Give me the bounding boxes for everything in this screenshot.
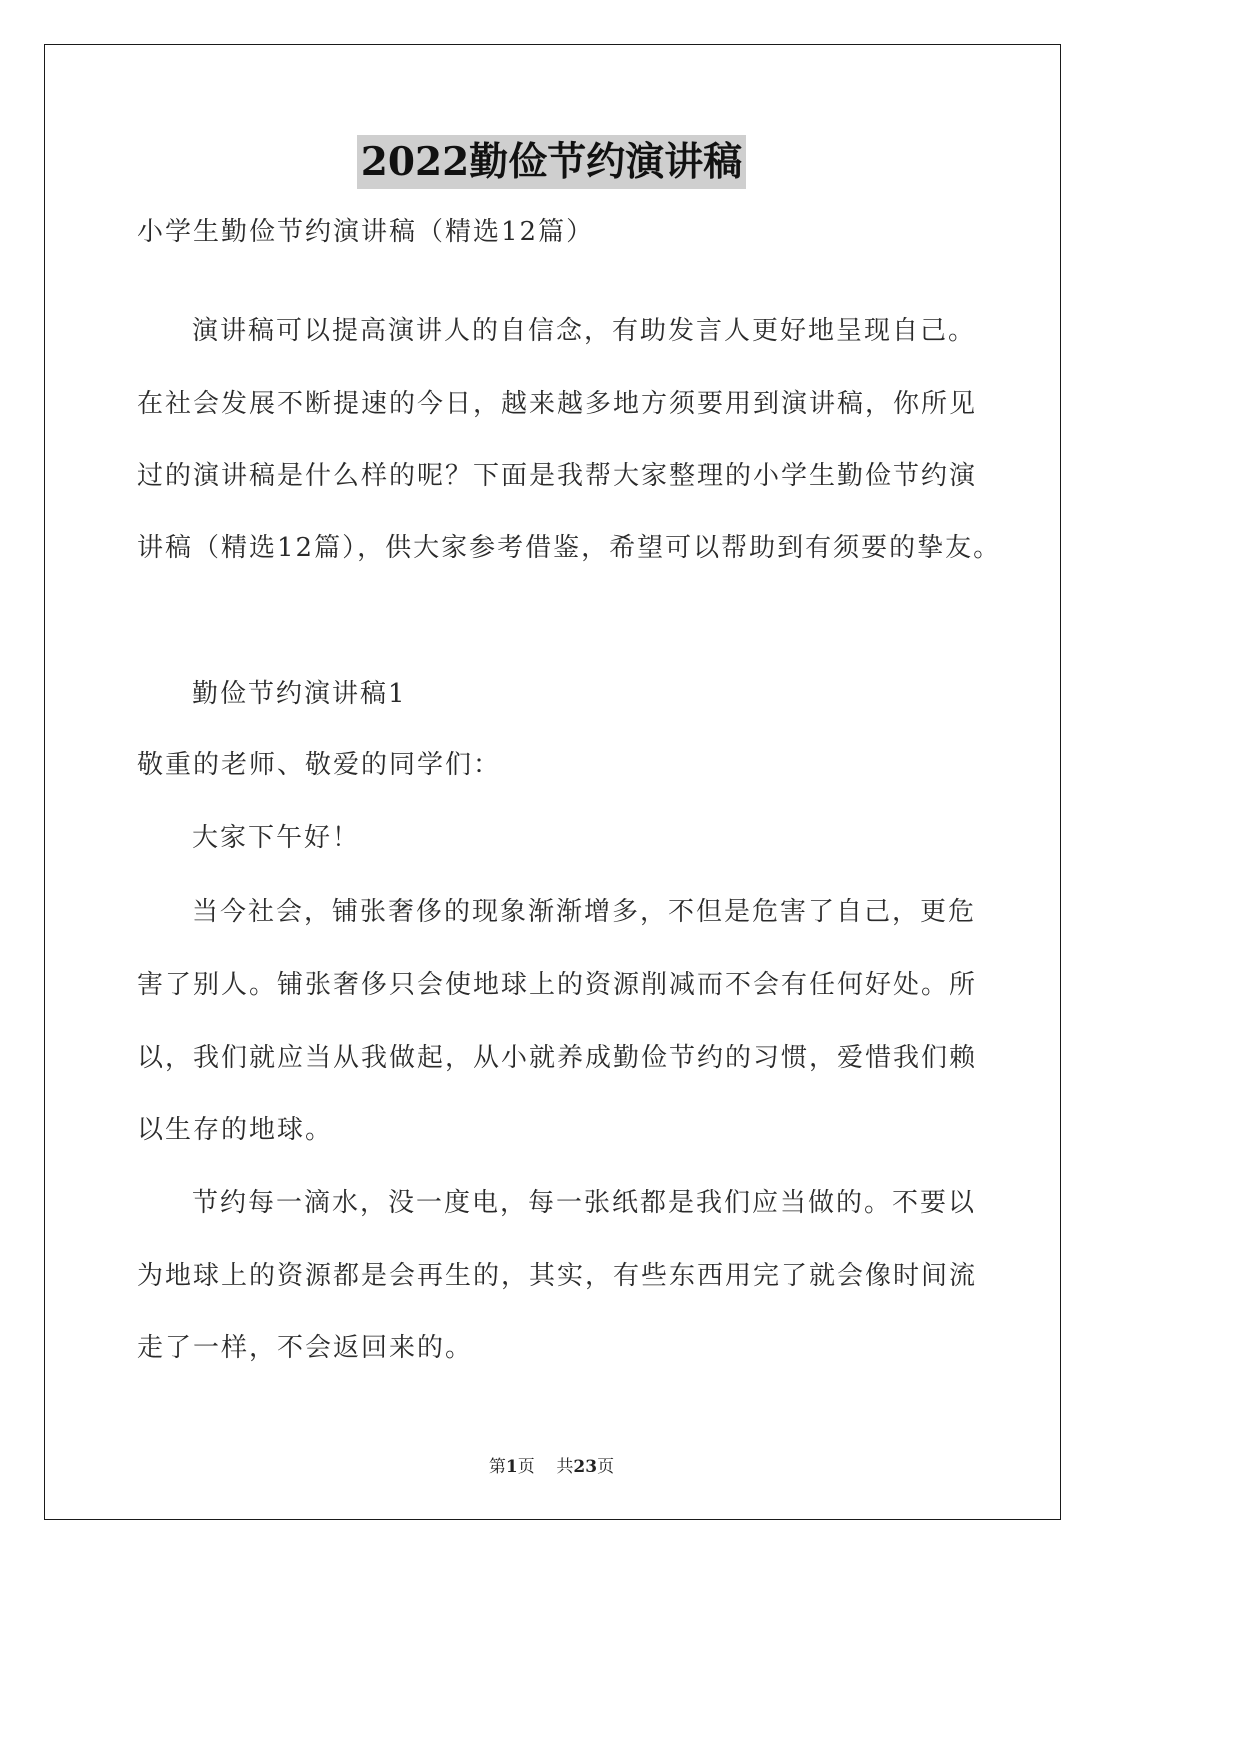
paragraph-line: 当今社会，铺张奢侈的现象渐渐增多，不但是危害了自己，更危: [192, 897, 977, 927]
paragraph-line: 以，我们就应当从我做起，从小就养成勤俭节约的习惯，爱惜我们赖: [137, 1043, 978, 1073]
subtitle-line: 小学生勤俭节约演讲稿（精选12篇）: [137, 217, 595, 247]
paragraph-line: 过的演讲稿是什么样的呢？下面是我帮大家整理的小学生勤俭节约演: [137, 461, 978, 491]
document-title: 2022勤俭节约演讲稿: [357, 135, 747, 189]
page-footer: [0, 1452, 1103, 1477]
paragraph-line: 讲稿（精选12篇），供大家参考借鉴，希望可以帮助到有须要的挚友。: [137, 533, 1002, 563]
page-number: 1: [505, 1457, 518, 1477]
salutation-line: 敬重的老师、敬爱的同学们：: [137, 750, 502, 780]
paragraph-line: 在社会发展不断提速的今日，越来越多地方须要用到演讲稿，你所见: [137, 389, 978, 419]
total-pages: 23: [573, 1457, 598, 1477]
paragraph-line: 节约每一滴水，没一度电，每一张纸都是我们应当做的。不要以: [192, 1188, 977, 1218]
paragraph-line: 为地球上的资源都是会再生的，其实，有些东西用完了就会像时间流: [137, 1261, 978, 1291]
paragraph-line: 害了别人。铺张奢侈只会使地球上的资源削减而不会有任何好处。所: [137, 970, 978, 1000]
paragraph-line: 演讲稿可以提高演讲人的自信念，有助发言人更好地呈现自己。: [192, 316, 977, 346]
page-prefix: 第: [488, 1457, 506, 1477]
total-prefix: 共: [556, 1457, 574, 1477]
paragraph-line: 以生存的地球。: [137, 1115, 334, 1145]
title-container: [0, 135, 1103, 189]
total-suffix: 页: [597, 1457, 615, 1477]
paragraph-line: 走了一样，不会返回来的。: [137, 1333, 474, 1363]
section-heading: 勤俭节约演讲稿1: [192, 679, 407, 709]
page-suffix: 页: [517, 1457, 535, 1477]
greeting-line: 大家下午好！: [192, 823, 361, 853]
